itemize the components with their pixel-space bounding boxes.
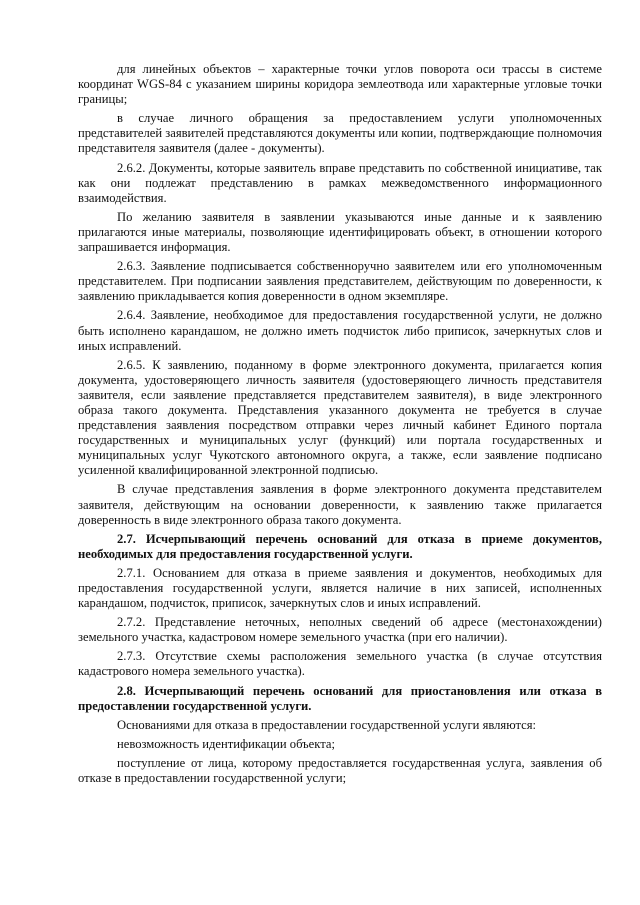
paragraph-2-6-2: 2.6.2. Документы, которые заявитель вправе представить по собственной инициативе, так как они подлежат представлению в рамках межведомственного информационного взаимодействия. — [78, 160, 602, 205]
section-heading-2-8: 2.8. Исчерпывающий перечень оснований для приостановления или отказа в предоставлении государственной услуги. — [78, 683, 602, 713]
paragraph-2-7-3: 2.7.3. Отсутствие схемы расположения земельного участка (в случае отсутствия кадастрового номера земельного участка). — [78, 649, 602, 679]
paragraph-2-6-5: 2.6.5. К заявлению, поданному в форме электронного документа, прилагается копия документа, удостоверяющего личность заявителя (удостоверяющего личность представителя заявителя, если заявление представляется представителем заявителя), в виде электронного образа такого документа. Представления указанного документа не требуется в случае представления заявления посредством отправки через личный кабинет Единого портала государственных и муниципальных услуг (функций) или портала государственных и муниципальных услуг Чукотского автономного округа, а также, если заявление подписано усиленной квалифицированной электронной подписью. — [78, 357, 602, 478]
paragraph-additional-data: По желанию заявителя в заявлении указываются иные данные и к заявлению прилагаются иные материалы, позволяющие идентифицировать объект, в отношении которого запрашивается информация. — [78, 209, 602, 255]
paragraph-2-6-4: 2.6.4. Заявление, необходимое для предоставления государственной услуги, не должно быть исполнено карандашом, не должно иметь подчисток либо приписок, зачеркнутых слов и иных исправлений. — [78, 308, 602, 353]
list-item-identification: невозможность идентификации объекта; — [117, 736, 335, 751]
list-item-refusal-request: поступление от лица, которому предоставляется государственная услуга, заявления об отказе в предоставлении государственной услуги; — [78, 755, 602, 786]
paragraph-2-6-3: 2.6.3. Заявление подписывается собственноручно заявителем или его уполномоченным представителем. При подписании заявления представителем, действующим по доверенности, к заявлению прикладывается копия доверенности в одном экземпляре. — [78, 259, 602, 304]
paragraph-linear-objects: для линейных объектов – характерные точки углов поворота оси трассы в системе координат WGS-84 с указанием ширины коридора землеотвода или характерные угловые точки границы; — [78, 62, 602, 107]
paragraph-2-7-1: 2.7.1. Основанием для отказа в приеме заявления и документов, необходимых для предоставления государственной услуги, является наличие в них записей, исполненных карандашом, подчисток, приписок, зачеркнутых слов и иных исправлений. — [78, 565, 602, 611]
paragraph-refusal-grounds: Основаниями для отказа в предоставлении государственной услуги являются: — [117, 717, 537, 732]
paragraph-representatives: в случае личного обращения за предоставлением услуги уполномоченных представителей заявителей представляются документы или копии, подтверждающие полномочия представителя заявителя (далее - документы). — [78, 111, 602, 156]
section-heading-2-7: 2.7. Исчерпывающий перечень оснований для отказа в приеме документов, необходимых для предоставления государственной услуги. — [78, 531, 602, 561]
paragraph-electronic-representative: В случае представления заявления в форме электронного документа представителем заявителя, действующим на основании доверенности, к заявлению также прилагается доверенность в виде электронного образа такого документа. — [78, 482, 602, 527]
paragraph-2-7-2: 2.7.2. Представление неточных, неполных сведений об адресе (местонахождении) земельного участка, кадастровом номере земельного участка (при его наличии). — [78, 615, 602, 645]
